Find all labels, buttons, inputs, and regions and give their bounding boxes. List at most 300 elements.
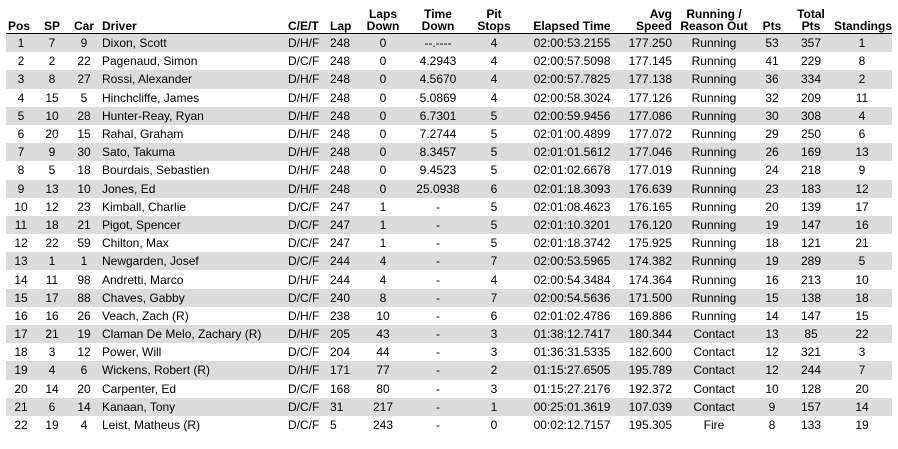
cell-sp: 21 [36,325,68,343]
cell-time-down: 4.5670 [408,70,468,88]
cell-pos: 21 [6,398,36,416]
cell-pos: 12 [14,236,28,251]
cell-pit-stops: 5 [468,107,520,125]
cell-lap: 171 [328,361,358,379]
cell-laps-down: 0 [358,34,408,53]
cell-car: 14 [68,398,100,416]
cell-pts: 12 [765,345,779,360]
cell-standings: 4 [832,107,892,125]
header-sp: SP [36,6,68,34]
cell-pts: 30 [754,107,790,125]
cell-driver: Chilton, Max [102,236,169,251]
cell-sp: 6 [36,398,68,416]
cell-car: 15 [77,127,91,142]
cell-laps-down: 43 [358,325,408,343]
cell-car: 4 [80,418,88,433]
cell-total-pts: 139 [800,199,822,214]
table-row [6,270,892,288]
cell-total-pts: 121 [800,236,822,251]
cell-pts: 19 [754,216,790,234]
cell-elapsed-time: 02:01:10.3201 [520,216,624,234]
cell-car: 26 [77,308,91,323]
cell-avg-speed: 180.344 [624,325,674,343]
cell-pos: 2 [17,54,25,69]
cell-pts: 15 [754,289,790,307]
cell-pos: 22 [14,418,28,433]
cell-elapsed-time: 02:01:02.6678 [533,163,611,178]
cell-total-pts: 334 [790,70,832,88]
cell-running-reason: Running [674,289,754,307]
cell-time-down: 7.2744 [419,127,457,142]
cell-standings: 5 [832,252,892,270]
cell-standings: 22 [832,325,892,343]
header-lap: Lap [328,6,358,34]
cell-running-reason: Contact [674,398,754,416]
cell-time-down: - [408,289,468,307]
cell-cet: D/H/F [288,90,320,105]
cell-elapsed-time: 01:38:12.7417 [520,325,624,343]
cell-pts: 12 [754,361,790,379]
cell-running-reason: Running [691,127,737,142]
cell-pos: 1 [6,34,36,53]
table-row [6,125,892,143]
cell-time-down: 5.0869 [419,90,457,105]
header-pit-stops: Pit Stops [468,6,520,34]
cell-cet: D/H/F [286,34,328,53]
cell-lap: 5 [330,418,337,433]
cell-pit-stops: 0 [490,418,498,433]
cell-total-pts: 157 [790,398,832,416]
table-row [6,216,892,234]
cell-running-reason: Running [691,163,737,178]
cell-laps-down: 4 [358,252,408,270]
cell-lap: 205 [328,325,358,343]
cell-pit-stops: 5 [468,143,520,161]
cell-driver: Leist, Matheus (R) [102,418,201,433]
cell-pts: 16 [765,272,779,287]
cell-laps-down: 10 [376,308,390,323]
cell-total-pts: 308 [790,107,832,125]
table-row [6,343,892,361]
cell-laps-down: 0 [379,163,387,178]
cell-driver: Kanaan, Tony [100,398,286,416]
cell-lap: 238 [330,308,351,323]
cell-car: 12 [77,345,91,360]
cell-laps-down: 80 [376,381,390,396]
header-car: Car [68,6,100,34]
header-running: Running / Reason Out [674,6,754,34]
cell-lap: 248 [328,70,358,88]
cell-time-down: - [436,345,440,360]
cell-cet: D/H/F [286,325,328,343]
cell-pit-stops: 4 [468,34,520,53]
cell-driver: Hinchcliffe, James [102,90,200,105]
cell-pts: 14 [765,308,779,323]
cell-time-down: - [408,361,468,379]
cell-elapsed-time: 02:01:02.4786 [533,308,611,323]
table-row [6,89,892,107]
cell-total-pts: 133 [800,418,822,433]
table-row [6,107,892,125]
cell-pts: 18 [765,236,779,251]
cell-laps-down: 0 [379,54,387,69]
cell-avg-speed: 176.639 [624,180,674,198]
cell-time-down: - [408,398,468,416]
cell-pos: 5 [6,107,36,125]
cell-pos: 10 [14,199,28,214]
cell-lap: 31 [328,398,358,416]
cell-total-pts: 321 [800,345,822,360]
cell-cet: D/H/F [286,143,328,161]
cell-standings: 7 [832,361,892,379]
cell-driver: Andretti, Marco [102,272,184,287]
cell-elapsed-time: 02:00:58.3024 [533,90,611,105]
cell-pts: 41 [765,54,779,69]
table-row [6,198,892,216]
race-results-table [6,6,892,434]
cell-laps-down: 243 [372,418,394,433]
cell-pit-stops: 5 [468,216,520,234]
cell-time-down: 9.4523 [419,163,457,178]
cell-pts: 19 [754,252,790,270]
cell-running-reason: Running [691,272,737,287]
cell-car: 9 [68,34,100,53]
cell-standings: 19 [855,418,869,433]
cell-pit-stops: 1 [468,398,520,416]
cell-lap: 244 [330,272,351,287]
cell-sp: 19 [45,418,59,433]
header-elapsed-time: Elapsed Time [520,6,624,34]
cell-pit-stops: 5 [490,236,498,251]
cell-running-reason: Fire [703,418,725,433]
cell-lap: 248 [328,180,358,198]
cell-total-pts: 138 [790,289,832,307]
cell-cet: D/C/F [288,345,320,360]
cell-running-reason: Running [674,34,754,53]
cell-pit-stops: 4 [490,272,498,287]
cell-pit-stops: 2 [468,361,520,379]
cell-pit-stops: 7 [468,289,520,307]
cell-pit-stops: 5 [490,199,498,214]
cell-driver: Hunter-Reay, Ryan [100,107,286,125]
cell-car: 19 [68,325,100,343]
cell-avg-speed: 169.886 [628,308,672,323]
cell-pos: 3 [6,70,36,88]
cell-driver: Bourdais, Sebastien [102,163,210,178]
cell-pit-stops: 6 [490,308,498,323]
cell-pit-stops: 4 [490,54,498,69]
cell-pos: 16 [14,308,28,323]
cell-pos: 15 [6,289,36,307]
cell-pos: 14 [14,272,28,287]
cell-total-pts: 183 [790,180,832,198]
cell-laps-down: 1 [379,199,387,214]
cell-sp: 17 [36,289,68,307]
cell-laps-down: 1 [358,216,408,234]
cell-total-pts: 250 [800,127,822,142]
cell-time-down: 25.0938 [408,180,468,198]
table-row [6,398,892,416]
cell-pos: 13 [6,252,36,270]
cell-standings: 21 [855,236,869,251]
table-row [6,380,892,398]
cell-lap: 248 [328,143,358,161]
cell-driver: Wickens, Robert (R) [100,361,286,379]
cell-driver: Power, Will [102,345,162,360]
cell-laps-down: 0 [358,107,408,125]
cell-pts: 32 [765,90,779,105]
cell-pos: 9 [6,180,36,198]
cell-sp: 11 [45,272,59,287]
cell-total-pts: 229 [800,54,822,69]
cell-cet: D/H/F [288,127,320,142]
cell-sp: 14 [45,381,59,396]
cell-pts: 10 [765,381,779,396]
table-row [6,289,892,307]
table-row [6,143,892,161]
cell-driver: Dixon, Scott [100,34,286,53]
cell-time-down: 6.7301 [408,107,468,125]
cell-laps-down: 77 [358,361,408,379]
cell-car: 1 [68,252,100,270]
table-row [6,252,892,270]
cell-pts: 53 [754,34,790,53]
table-row [6,180,892,198]
cell-elapsed-time: 02:00:54.3484 [533,272,611,287]
cell-running-reason: Running [674,252,754,270]
cell-time-down: - [408,252,468,270]
cell-pos: 20 [14,381,28,396]
cell-avg-speed: 174.364 [628,272,672,287]
header-row [6,6,892,34]
cell-car: 6 [68,361,100,379]
cell-sp: 3 [48,345,56,360]
cell-elapsed-time: 00:25:01.3619 [520,398,624,416]
cell-pit-stops: 7 [468,252,520,270]
cell-driver: Rossi, Alexander [100,70,286,88]
cell-total-pts: 289 [790,252,832,270]
cell-avg-speed: 107.039 [624,398,674,416]
cell-avg-speed: 171.500 [624,289,674,307]
cell-driver: Pigot, Spencer [100,216,286,234]
cell-running-reason: Running [674,70,754,88]
cell-total-pts: 244 [790,361,832,379]
cell-lap: 204 [330,345,351,360]
cell-elapsed-time: 02:01:18.3742 [533,236,611,251]
cell-driver: Jones, Ed [100,180,286,198]
cell-standings: 16 [832,216,892,234]
cell-pit-stops: 4 [490,90,498,105]
cell-laps-down: 44 [376,345,390,360]
cell-laps-down: 0 [379,90,387,105]
cell-lap: 240 [328,289,358,307]
cell-standings: 13 [832,143,892,161]
cell-standings: 6 [858,127,866,142]
cell-pit-stops: 5 [490,163,498,178]
cell-running-reason: Contact [693,381,735,396]
table-row [6,325,892,343]
cell-pit-stops: 3 [490,381,498,396]
cell-time-down: 4.2943 [419,54,457,69]
cell-avg-speed: 177.086 [624,107,674,125]
cell-avg-speed: 177.138 [624,70,674,88]
cell-standings: 1 [832,34,892,53]
cell-pit-stops: 3 [468,325,520,343]
cell-cet: D/C/F [288,54,320,69]
cell-sp: 9 [36,143,68,161]
cell-lap: 247 [328,216,358,234]
cell-car: 98 [77,272,91,287]
cell-laps-down: 0 [358,70,408,88]
cell-sp: 13 [36,180,68,198]
cell-total-pts: 209 [800,90,822,105]
cell-standings: 17 [855,199,869,214]
cell-elapsed-time: 01:15:27.6505 [520,361,624,379]
cell-car: 18 [77,163,91,178]
cell-time-down: - [436,381,440,396]
cell-sp: 16 [45,308,59,323]
cell-cet: D/H/F [286,361,328,379]
cell-pos: 19 [6,361,36,379]
cell-elapsed-time: 02:01:00.4899 [533,127,611,142]
table-row [6,234,892,252]
cell-running-reason: Running [691,54,737,69]
cell-cet: D/H/F [286,180,328,198]
cell-elapsed-time: 02:00:53.2155 [520,34,624,53]
cell-driver: Rahal, Graham [102,127,184,142]
cell-time-down: 8.3457 [408,143,468,161]
cell-cet: D/C/F [288,418,320,433]
cell-pts: 29 [765,127,779,142]
cell-standings: 11 [855,90,869,105]
cell-laps-down: 0 [358,180,408,198]
cell-pit-stops: 6 [468,180,520,198]
cell-running-reason: Running [691,199,737,214]
cell-avg-speed: 176.165 [628,199,672,214]
cell-sp: 5 [48,163,56,178]
table-row [6,52,892,70]
cell-elapsed-time: 02:01:01.5612 [520,143,624,161]
cell-cet: D/H/F [286,70,328,88]
cell-pos: 17 [6,325,36,343]
cell-sp: 18 [36,216,68,234]
cell-lap: 248 [330,163,351,178]
cell-total-pts: 218 [800,163,822,178]
cell-avg-speed: 182.600 [628,345,672,360]
cell-laps-down: 1 [379,236,387,251]
cell-pts: 24 [765,163,779,178]
cell-standings: 12 [832,180,892,198]
cell-standings: 15 [855,308,869,323]
cell-car: 5 [80,90,88,105]
header-pos: Pos [6,6,36,34]
cell-elapsed-time: 02:00:59.9456 [520,107,624,125]
table-row [6,307,892,325]
header-cet: C/E/T [286,6,328,34]
cell-pts: 36 [754,70,790,88]
cell-pit-stops: 3 [490,345,498,360]
cell-laps-down: 217 [358,398,408,416]
cell-car: 28 [68,107,100,125]
cell-cet: D/C/F [286,216,328,234]
cell-car: 20 [77,381,91,396]
cell-avg-speed: 175.925 [628,236,672,251]
cell-avg-speed: 176.120 [624,216,674,234]
cell-pts: 20 [765,199,779,214]
table-row [6,361,892,379]
header-laps-down: Laps Down [358,6,408,34]
cell-time-down: - [436,199,440,214]
cell-lap: 248 [330,127,351,142]
cell-driver: Newgarden, Josef [100,252,286,270]
cell-pos: 6 [17,127,25,142]
cell-standings: 9 [858,163,866,178]
cell-avg-speed: 177.145 [628,54,672,69]
cell-pit-stops: 5 [490,127,498,142]
cell-avg-speed: 177.019 [628,163,672,178]
cell-elapsed-time: 01:36:31.5335 [533,345,611,360]
cell-avg-speed: 177.250 [624,34,674,53]
cell-pos: 4 [17,90,25,105]
cell-elapsed-time: 02:01:18.3093 [520,180,624,198]
cell-driver: Veach, Zach (R) [102,308,189,323]
cell-sp: 4 [36,361,68,379]
cell-pts: 8 [768,418,776,433]
cell-elapsed-time: 01:15:27.2176 [533,381,611,396]
header-pts: Pts [754,6,790,34]
cell-time-down: - [436,308,440,323]
cell-car: 22 [77,54,91,69]
cell-pts: 23 [754,180,790,198]
cell-pit-stops: 4 [468,70,520,88]
header-avg-speed: Avg Speed [624,6,674,34]
cell-driver: Kimball, Charlie [102,199,187,214]
cell-car: 21 [68,216,100,234]
cell-running-reason: Contact [693,345,735,360]
cell-laps-down: 4 [379,272,387,287]
cell-standings: 18 [832,289,892,307]
cell-standings: 2 [832,70,892,88]
cell-pos: 7 [6,143,36,161]
cell-total-pts: 147 [790,216,832,234]
header-time-down: Time Down [408,6,468,34]
cell-total-pts: 357 [790,34,832,53]
cell-lap: 248 [330,90,351,105]
cell-running-reason: Running [674,107,754,125]
cell-driver: Sato, Takuma [100,143,286,161]
cell-sp: 1 [36,252,68,270]
cell-standings: 8 [858,54,866,69]
cell-total-pts: 128 [800,381,822,396]
cell-avg-speed: 174.382 [624,252,674,270]
cell-car: 30 [68,143,100,161]
cell-car: 10 [68,180,100,198]
table-row [6,34,892,53]
cell-driver: Carpenter, Ed [102,381,177,396]
cell-car: 23 [77,199,91,214]
cell-cet: D/C/F [286,252,328,270]
cell-running-reason: Running [691,236,737,251]
table-row [6,416,892,434]
cell-running-reason: Contact [674,361,754,379]
cell-running-reason: Running [674,143,754,161]
cell-laps-down: 8 [358,289,408,307]
cell-pos: 18 [14,345,28,360]
cell-cet: D/C/F [288,236,320,251]
cell-cet: D/H/F [286,107,328,125]
cell-elapsed-time: 02:00:57.7825 [520,70,624,88]
cell-avg-speed: 177.072 [628,127,672,142]
